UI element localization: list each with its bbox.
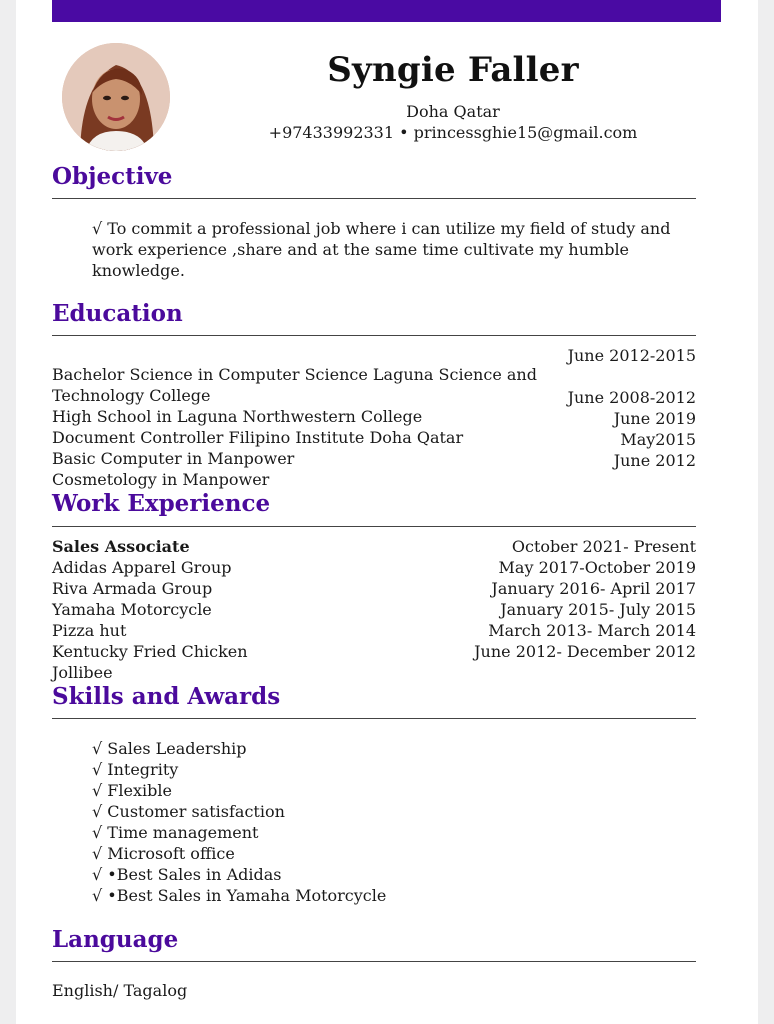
- skill-item: √ Time management: [92, 823, 259, 842]
- section-heading-language: Language: [52, 926, 179, 953]
- education-line: Bachelor Science in Computer Science Laguna Science and: [52, 365, 537, 384]
- candidate-location: Doha Qatar: [406, 102, 500, 121]
- award-item: √ •Best Sales in Adidas: [92, 865, 282, 884]
- work-date: January 2015- July 2015: [500, 600, 696, 619]
- skill-item: √ Flexible: [92, 781, 172, 800]
- work-date: March 2013- March 2014: [488, 621, 696, 640]
- profile-photo: [62, 43, 170, 151]
- employer: Kentucky Fried Chicken: [52, 642, 248, 661]
- work-date: October 2021- Present: [511, 537, 696, 556]
- objective-text: √ To commit a professional job where i can utilize my field of study and work experience ,share and at the same time cultivate my humble knowledge.: [92, 219, 671, 280]
- education-date: June 2012-2015: [567, 346, 696, 365]
- language-text: English/ Tagalog: [52, 981, 188, 1000]
- candidate-name: Syngie Faller: [327, 50, 579, 90]
- job-title: Sales Associate: [52, 537, 190, 556]
- education-date: June 2019: [613, 409, 696, 428]
- education-date: June 2008-2012: [567, 388, 696, 407]
- section-heading-objective: Objective: [52, 163, 173, 190]
- section-divider: [52, 526, 696, 527]
- education-line: High School in Laguna Northwestern College: [52, 407, 423, 426]
- top-accent-bar: [52, 0, 721, 22]
- employer: Adidas Apparel Group: [52, 558, 232, 577]
- section-divider: [52, 718, 696, 719]
- education-line: Document Controller Filipino Institute Doha Qatar: [52, 428, 464, 447]
- work-list: [52, 536, 248, 683]
- education-date: June 2012: [613, 451, 696, 470]
- skill-item: √ Sales Leadership: [92, 739, 247, 758]
- section-divider: [52, 961, 696, 962]
- section-heading-education: Education: [52, 300, 183, 327]
- contact-line: +97433992331 • princessghie15@gmail.com: [268, 123, 638, 142]
- education-line: Basic Computer in Manpower: [52, 449, 295, 468]
- education-list: [52, 364, 537, 490]
- award-item: √ •Best Sales in Yamaha Motorcycle: [92, 886, 387, 905]
- work-date: June 2012- December 2012: [474, 642, 696, 661]
- skill-item: √ Integrity: [92, 760, 179, 779]
- section-heading-work-experience: Work Experience: [52, 490, 271, 517]
- education-date: May2015: [620, 430, 696, 449]
- section-divider: [52, 335, 696, 336]
- employer: Yamaha Motorcycle: [52, 600, 212, 619]
- education-line: Technology College: [52, 386, 211, 405]
- education-date: [568, 366, 696, 387]
- section-heading-skills: Skills and Awards: [52, 683, 281, 710]
- skills-list: [92, 738, 386, 906]
- skill-item: √ Customer satisfaction: [92, 802, 285, 821]
- work-date: May 2017-October 2019: [498, 558, 696, 577]
- skill-item: √ Microsoft office: [92, 844, 235, 863]
- section-divider: [52, 198, 696, 199]
- education-line: Cosmetology in Manpower: [52, 470, 270, 489]
- education-dates: [568, 345, 696, 471]
- employer: Pizza hut: [52, 621, 127, 640]
- work-date: January 2016- April 2017: [491, 579, 696, 598]
- employer: Riva Armada Group: [52, 579, 213, 598]
- employer: Jollibee: [52, 663, 113, 682]
- work-dates: [474, 536, 696, 662]
